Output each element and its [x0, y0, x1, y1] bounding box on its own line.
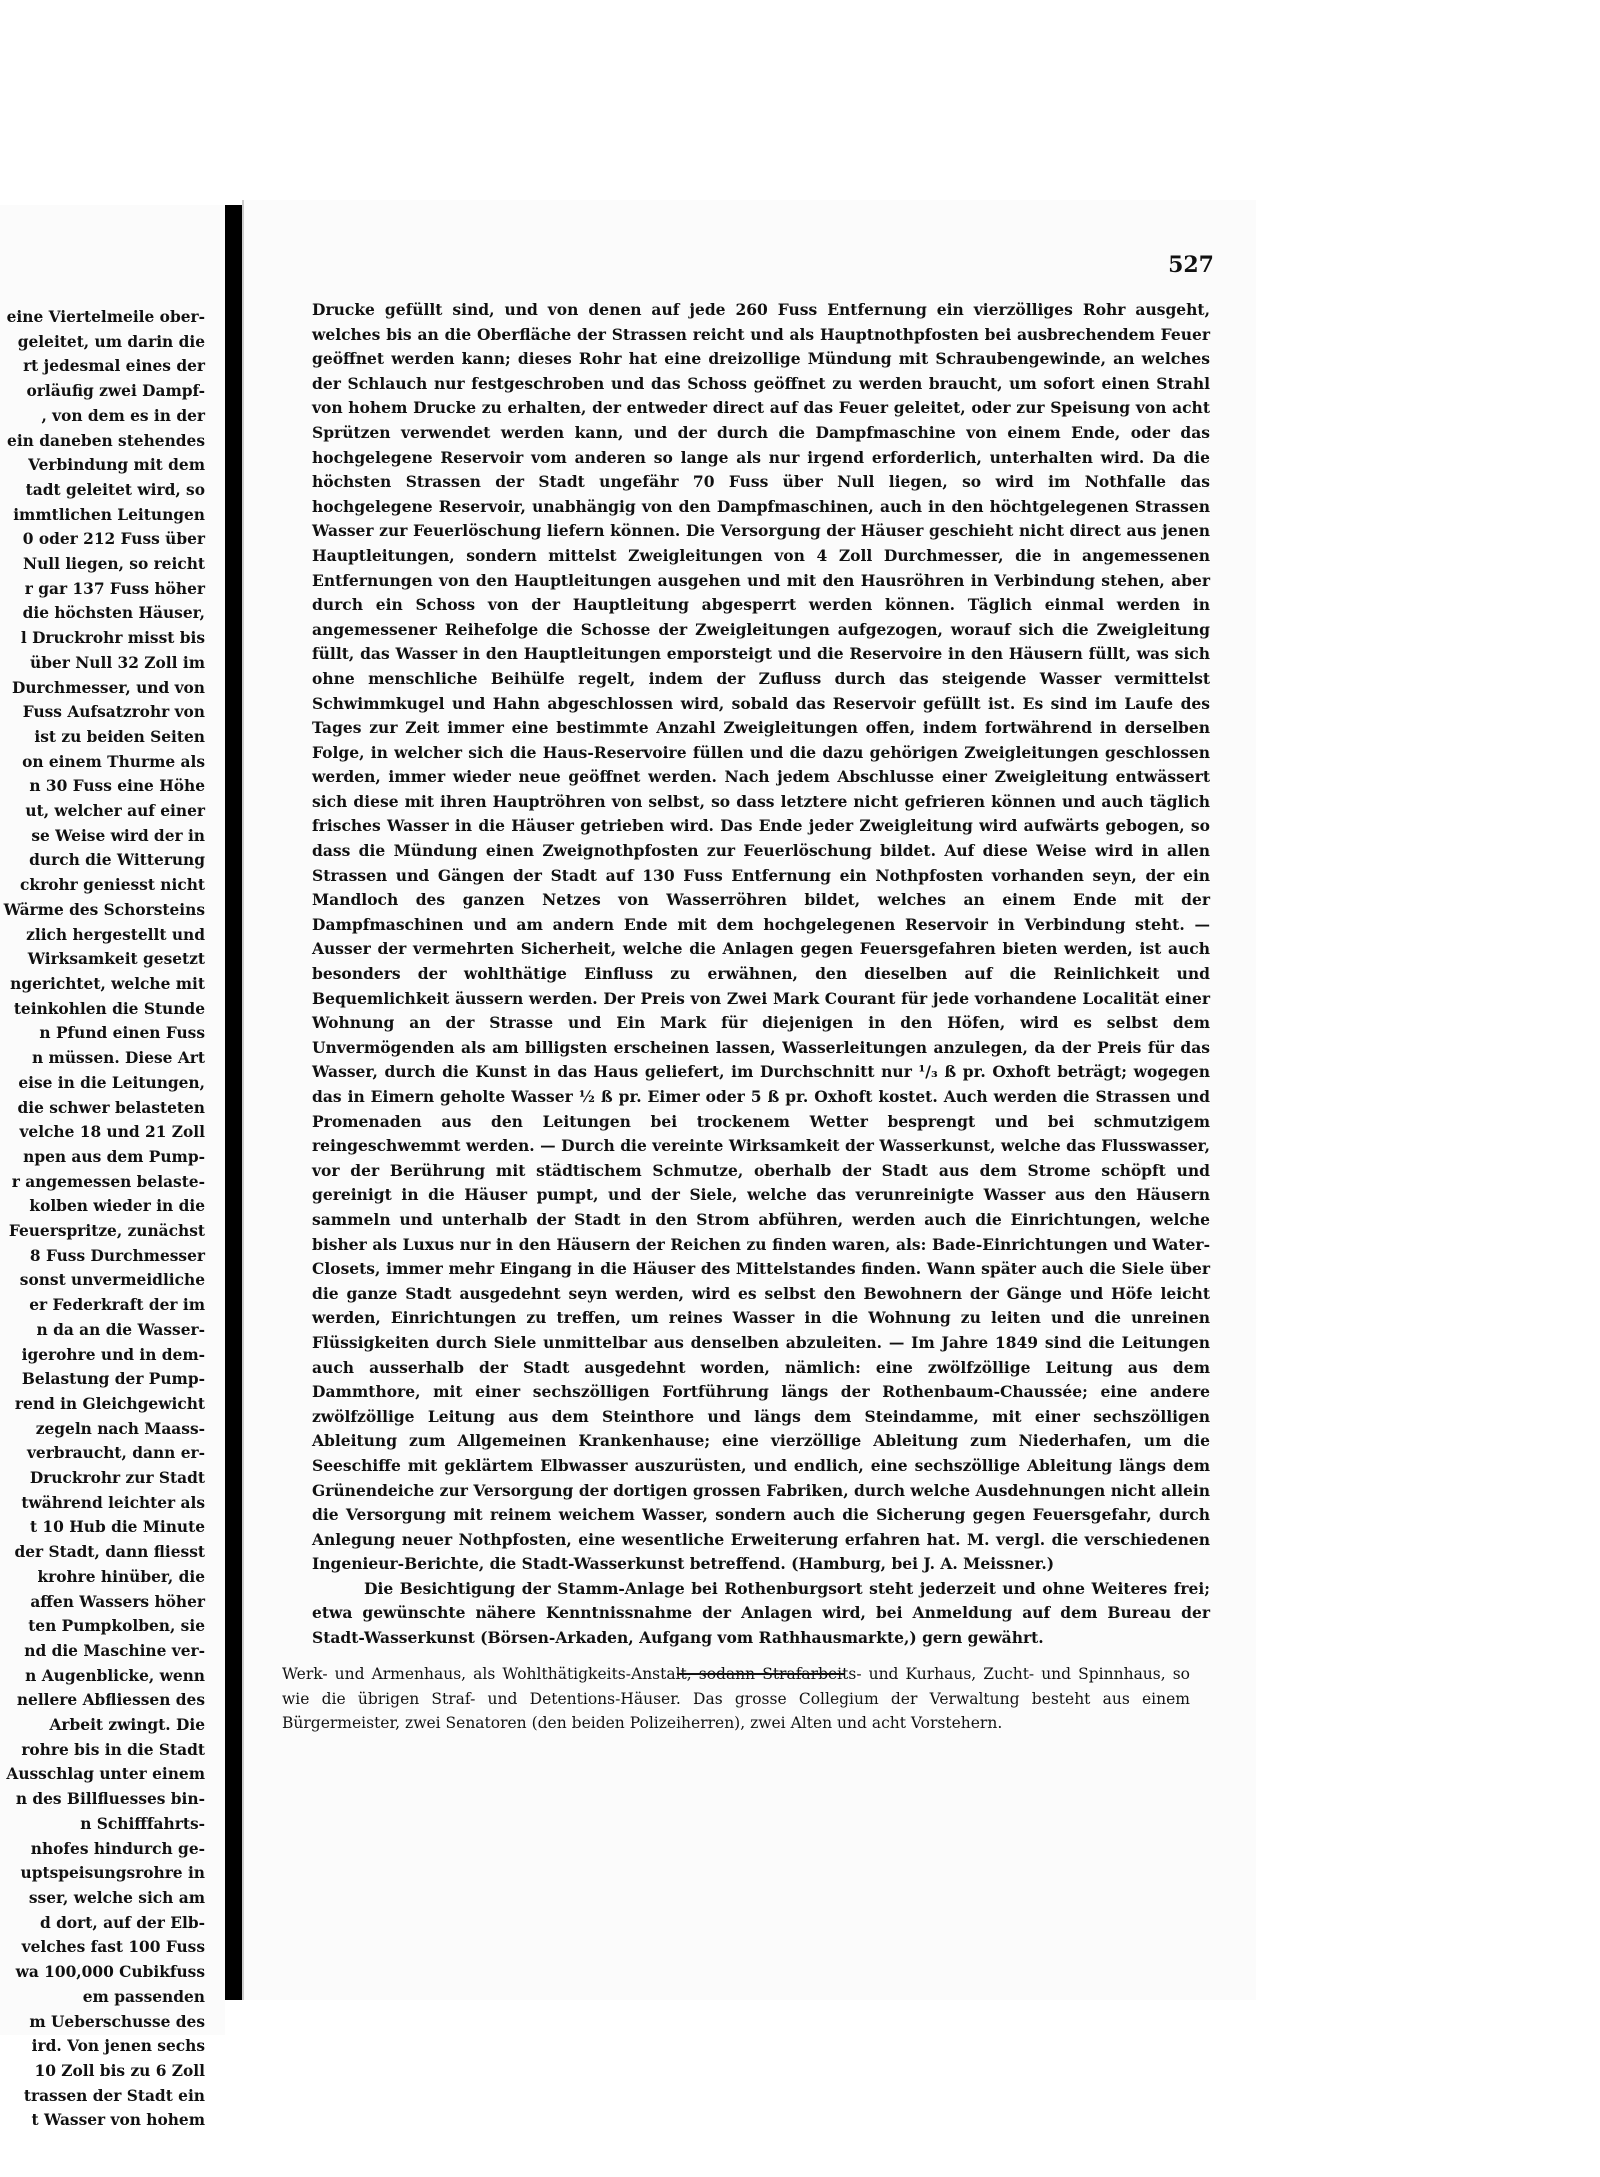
left-page-line: velches fast 100 Fuss [21, 1938, 205, 1957]
left-page-line: der Stadt, dann fliesst [14, 1543, 205, 1562]
left-page-line: n müssen. Diese Art [31, 1049, 205, 1068]
left-page-line: er Federkraft der im [29, 1296, 205, 1315]
left-page-line: d dort, auf der Elb- [40, 1913, 205, 1932]
left-page-line: Null liegen, so reicht [23, 555, 205, 574]
left-page-line: sser, welche sich am [28, 1889, 205, 1907]
left-page-line: 10 Zoll bis zu 6 Zoll [34, 2061, 205, 2080]
left-page-line: n Augenblicke, wenn [25, 1666, 205, 1685]
left-page-line: Fuss Aufsatzrohr von [22, 703, 205, 722]
left-page-line: n Schifffahrts- [80, 1814, 205, 1833]
left-page-line: 0 oder 212 Fuss über [22, 530, 205, 549]
left-page-line: geleitet, um darin die [17, 332, 205, 351]
left-page-line: 8 Fuss Durchmesser [29, 1246, 205, 1265]
left-page-line: nhofes hindurch ge- [30, 1839, 205, 1858]
left-page-line: eise in die Leitungen, [18, 1073, 205, 1092]
left-page-line: ird. Von jenen sechs [31, 2037, 205, 2056]
left-page-line: rend in Gleichgewicht [14, 1394, 205, 1413]
left-page-line: r angemessen belaste- [11, 1172, 205, 1191]
left-page-line: teinkohlen die Stunde [13, 999, 205, 1018]
left-page-line: ngerichtet, welche mit [10, 974, 205, 993]
left-page-line: Durchmesser, und von [11, 678, 205, 697]
left-page-line: Belastung der Pump- [21, 1370, 205, 1389]
left-page-line: t 10 Hub die Minute [29, 1518, 205, 1537]
left-page-line: n 30 Fuss eine Höhe [29, 777, 205, 796]
left-page-line: nellere Abfliessen des [16, 1691, 205, 1710]
main-paragraph: Drucke gefüllt sind, und von denen auf jede 260 Fuss Entfernung ein vierzölliges Rohr ausgeht, welches bis an die Oberfläche der Strassen reicht und als Hauptnothpfosten bei ausbrechendem Feuer geöffnet werden kann; dieses Rohr hat eine dreizollige Mündung mit Schraubengewinde, an welches der Schlauch nur festgeschroben und das Schoss geöffnet zu werden braucht, um sofort einen Strahl von hohem Drucke zu erhalten, der entweder direct auf das Feuer geleitet, oder zur Speisung von acht Sprützen verwendet werden kann, und der durch die Dampfmaschine von einem Ende, oder das hochgelegene Reservoir vom anderen so lange als nur irgend erforderlich, unterhalten wird. Da die höchsten Strassen der Stadt ungefähr 70 Fuss über Null liegen, so wird im Nothfalle das hochgelegene Reservoir, unabhängig von den Dampfmaschinen, auch in den höchtgelegenen Strassen Wasser zur Feuerlöschung liefern können. Die Versorgung der Häuser geschieht nicht direct aus jenen Hauptleitungen, sondern mittelst Zweigleitungen von 4 Zoll Durchmesser, die in angemessenen Entfernungen von den Hauptleitungen ausgehen und mit den Hausröhren in Verbindung stehen, aber durch ein Schoss von der Hauptleitung abgesperrt werden können. Täglich einmal werden in angemessener Reihefolge die Schosse der Zweigleitungen aufgezogen, worauf sich die Zweigleitung füllt, das Wasser in den Hauptleitungen emporsteigt und die Reservoire in den Häusern füllt, was sich ohne menschliche Beihülfe regelt, indem der Zufluss durch das steigende Wasser vermittelst Schwimmkugel und Hahn abgeschlossen wird, sobald das Reservoir gefüllt ist. Es sind im Laufe des Tages zur Zeit immer eine bestimmte Anzahl Zweigleitungen offen, indem fortwährend in derselben Folge, in welcher sich die Haus-Reservoire füllen und die dazu gehörigen Zweigleitungen geschlossen werden, immer wieder neue geöffnet werden. Nach jedem Abschlusse einer Zweigleitung entwässert sich diese mit ihren Hauptröhren von selbst, so dass letztere nicht gefrieren können und auch täglich frisches Wasser in die Häuser getrieben wird. Das Ende jeder Zweigleitung wird aufwärts gebogen, so dass die Mündung einen Zweignothpfosten zur Feuerlöschung bildet. Auf diese Weise wird in allen Strassen und Gängen der Stadt auf 130 Fuss Entfernung ein Nothpfosten vorhanden seyn, der ein Mandloch des ganzen Netzes von Wasserröhren bildet, welches an einem Ende mit der Dampfmaschinen und am andern Ende mit dem hochgelegenen Reservoir in Verbindung steht. — Ausser der vermehrten Sicherheit, welche die Anlagen gegen Feuersgefahren bieten werden, ist auch besonders der wohlthätige Einfluss zu erwähnen, den dieselben auf die Reinlichkeit und Bequemlichkeit äussern werden. Der Preis von Zwei Mark Courant für jede vorhandene Localität einer Wohnung an der Strasse und Ein Mark für diejenigen in den Höfen, wird es selbst dem Unvermögenden als am billigsten erscheinen lassen, Wasserleitungen anzulegen, da der Preis für das Wasser, durch die Kunst in das Haus geliefert, im Durchschnitt nur ¹/₃ ß pr. Oxhoft beträgt; wogegen das in Eimern geholte Wasser ½ ß pr. Eimer oder 5 ß pr. Oxhoft kostet. Auch werden die Strassen und Promenaden aus den Leitungen bei trockenem Wetter besprengt und bei schmutzigem reingeschwemmt werden. — Durch die vereinte Wirksamkeit der Wasserkunst, welche das Flusswasser, vor der Berührung mit städtischem Schmutze, oberhalb der Stadt aus dem Strome schöpft und gereinigt in die Häuser pumpt, und der Siele, welche das verunreinigte Wasser aus den Häusern sammeln und unterhalb der Stadt in den Strom abführen, werden auch die Einrichtungen, welche bisher als Luxus nur in den Häusern der Reichen zu finden waren, als: Bade-Einrichtungen und Water-Closets, immer mehr Eingang in die Häuser des Mittelstandes finden. Wann später auch die Siele über die ganze Stadt ausgedehnt seyn werden, wird es selbst den Bewohnern der Gänge und Höfe leicht werden, Einrichtungen zu treffen, um reines Wasser in die Wohnung zu leiten und die unreinen Flüssigkeiten durch Siele unmittelbar aus denselben abzuleiten. — Im Jahre 1849 sind die Leitungen auch ausserhalb der Stadt ausgedehnt worden, nämlich: eine zwölfzöllige Leitung aus dem Dammthore, mit einer sechszölligen Fortführung längs der Rothenbaum-Chaussée; eine andere zwölfzöllige Leitung aus dem Steinthore und längs dem Steindamme, mit einer sechszölligen Ableitung zum Allgemeinen Krankenhause; eine vierzöllige Ableitung zum Niederhafen, um die Seeschiffe mit geklärtem Elbwasser auszurüsten, und endlich, eine sechszöllige Ableitung längs dem Grünendeiche zur Versorgung der dortigen grossen Fabriken, durch welche Ausdehnungen nicht allein die Versorgung mit reinem weichem Wasser, sondern auch die Sicherung gegen Feuersgefahr, durch Anlegung neuer Nothpfosten, eine wesentliche Erweiterung erfahren hat. M. vergl. die verschiedenen Ingenieur-Berichte, die Stadt-Wasserkunst betreffend. (Hamburg, bei J. A. Meissner.) [312, 300, 1210, 1574]
left-page-line: die höchsten Häuser, [22, 604, 205, 623]
left-page-line: n Pfund einen Fuss [39, 1024, 205, 1043]
left-page-line: Feuerspritze, zunächst [8, 1222, 205, 1241]
left-page-line: r gar 137 Fuss höher [24, 579, 205, 598]
left-page-line: npen aus dem Pump- [23, 1147, 205, 1166]
left-page-line: zlich hergestellt und [26, 925, 205, 944]
left-page-line: eine Viertelmeile ober- [6, 308, 205, 326]
left-page-line: uptspeisungsrohre in [20, 1864, 205, 1883]
page-body [312, 298, 1210, 1693]
left-page-line: immtlichen Leitungen [13, 505, 205, 524]
left-page-line: wa 100,000 Cubikfuss [15, 1963, 205, 1982]
left-page-line: nd die Maschine ver- [24, 1641, 205, 1660]
closing-paragraph: Werk- und Armenhaus, als Wohlthätigkeits-Anstalt, sodann Strafarbeits- und Kurhaus, Zucht- und Spinnhaus, so wie die übrigen Straf- und Detentions-Häuser. Das grosse Collegium der Verwaltung besteht aus einem Bürgermeister, zwei Senatoren (den beiden Polizeiherren), zwei Alten und acht Vorstehern. [282, 1665, 1190, 1733]
left-page-line: Ausschlag unter einem [6, 1765, 205, 1784]
left-page-line: über Null 32 Zoll im [30, 653, 205, 672]
left-page-line: t Wasser von hohem [31, 2111, 205, 2130]
left-page-line: on einem Thurme als [22, 752, 205, 771]
left-page-line: krohre hinüber, die [37, 1567, 205, 1586]
left-page-line: Wärme des Schorsteins [3, 900, 205, 919]
left-page-line: se Weise wird der in [31, 826, 205, 845]
left-page-line: affen Wassers höher [30, 1592, 205, 1611]
left-page-line: rt jedesmal eines der [23, 357, 205, 376]
left-page-line: em passenden [82, 1987, 205, 2006]
left-page-line: igerohre und in dem- [21, 1345, 205, 1364]
left-page-line: ckrohr geniesst nicht [20, 876, 205, 895]
left-page-line: durch die Witterung [29, 851, 205, 870]
left-page-line: orläufig zwei Dampf- [26, 382, 205, 401]
left-page-line: zegeln nach Maass- [35, 1419, 205, 1438]
left-page-line: ten Pumpkolben, sie [28, 1617, 205, 1636]
left-page-line: tadt geleitet wird, so [25, 480, 205, 499]
left-page-line: , von dem es in der [41, 406, 205, 425]
left-page-line: velche 18 und 21 Zoll [19, 1123, 205, 1142]
left-page-line: n des Billfluesses bin- [15, 1790, 205, 1809]
left-page-fragment [0, 205, 225, 2130]
left-page-text-column [0, 305, 205, 2133]
left-page-line: m Ueberschusse des [29, 2012, 205, 2031]
left-page-line: rohre bis in die Stadt [21, 1740, 205, 1759]
left-page-line: ist zu beiden Seiten [34, 727, 205, 746]
left-page-line: verbraucht, dann er- [26, 1444, 205, 1463]
scan-margin-right [1255, 0, 1600, 2177]
left-page-line: ut, welcher auf einer [25, 802, 205, 821]
page-number: 527 [1168, 252, 1214, 278]
left-page-line: Arbeit zwingt. Die [49, 1716, 205, 1735]
left-page-line: Druckrohr zur Stadt [29, 1469, 205, 1488]
left-page-line: Verbindung mit dem [28, 456, 205, 475]
left-page-line: sonst unvermeidliche [19, 1271, 205, 1290]
left-page-line: kolben wieder in die [29, 1197, 205, 1216]
visiting-paragraph: Die Besichtigung der Stamm-Anlage bei Rothenburgsort steht jederzeit und ohne Weiteres frei; etwa gewünschte nähere Kenntnissnahme der Anlagen wird, bei Anmeldung auf dem Bureau der Stadt-Wasserkunst (Börsen-Arkaden, Aufgang vom Rathhausmarkte,) gern gewährt. [312, 1578, 1210, 1648]
left-page-line: trassen der Stadt ein [23, 2086, 205, 2105]
left-page-line: twährend leichter als [21, 1493, 205, 1512]
left-page-line: Wirksamkeit gesetzt [27, 950, 205, 969]
left-page-line: ein daneben stehendes [7, 431, 205, 450]
left-page-line: die schwer belasteten [17, 1098, 205, 1117]
left-page-line: n da an die Wasser- [36, 1320, 205, 1339]
left-page-line: l Druckrohr misst bis [20, 629, 205, 648]
